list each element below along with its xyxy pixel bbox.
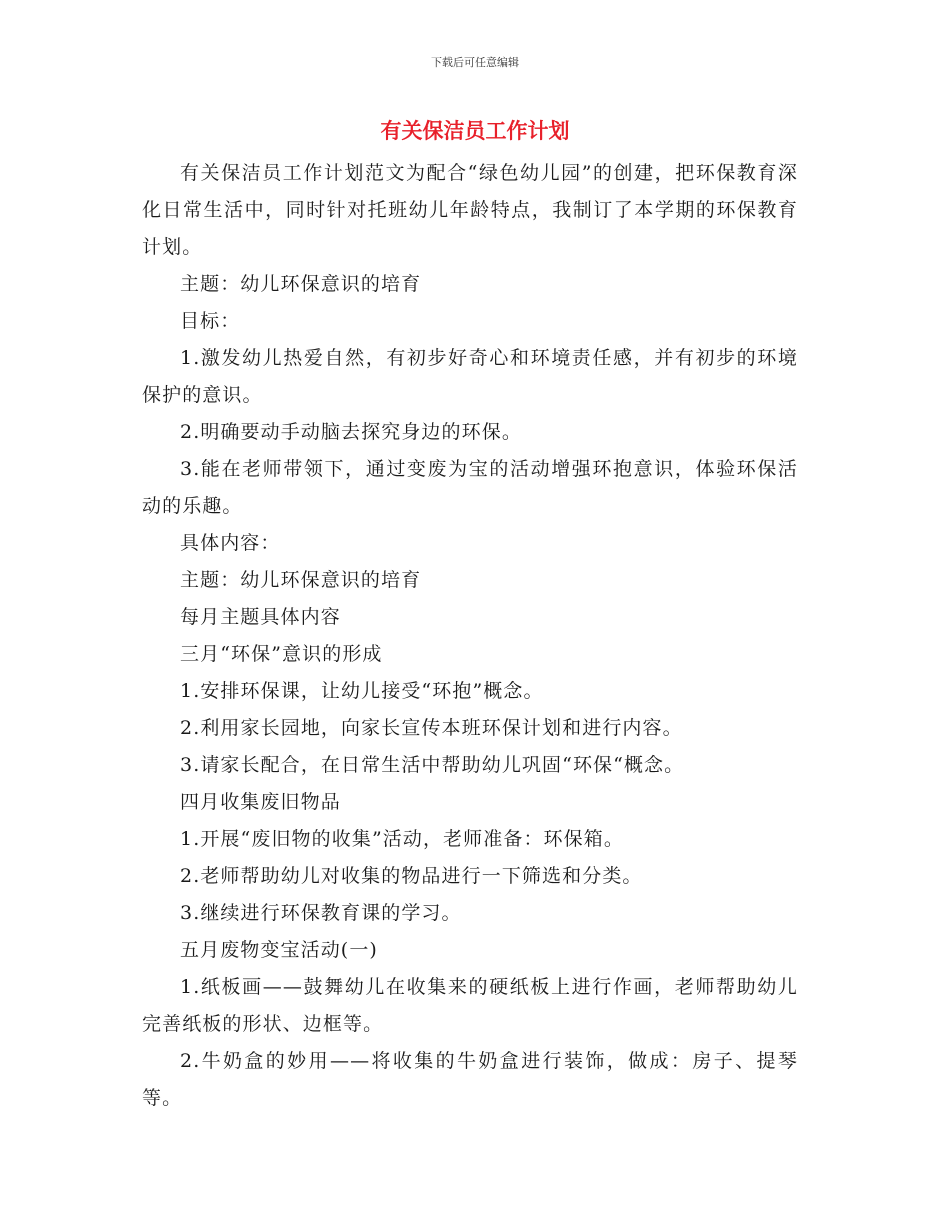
document-body [142, 155, 798, 1117]
april-item: 2.老师帮助幼儿对收集的物品进行一下筛选和分类。 [180, 865, 643, 887]
theme-line: 主题：幼儿环保意识的培育 [180, 569, 422, 591]
goal-item: 1.激发幼儿热爱自然，有初步好奇心和环境责任感，并有初步的环境保护的意识。 [142, 347, 798, 406]
march-item: 1.安排环保课，让幼儿接受“环抱”概念。 [180, 680, 544, 702]
monthly-heading: 每月主题具体内容 [180, 606, 341, 628]
month-heading-march: 三月“环保”意识的形成 [180, 643, 383, 665]
april-item: 3.继续进行环保教育课的学习。 [180, 902, 462, 924]
march-item: 3.请家长配合，在日常生活中帮助幼儿巩固“环保“概念。 [180, 754, 685, 776]
march-item: 2.利用家长园地，向家长宣传本班环保计划和进行内容。 [180, 717, 683, 739]
may-item: 1.纸板画——鼓舞幼儿在收集来的硬纸板上进行作画，老师帮助幼儿完善纸板的形状、边框等。 [142, 976, 798, 1035]
header-note: 下载后可任意编辑 [431, 56, 519, 69]
goal-item: 3.能在老师带领下，通过变废为宝的活动增强环抱意识，体验环保活动的乐趣。 [142, 458, 798, 517]
theme-line: 主题：幼儿环保意识的培育 [180, 273, 422, 295]
document-title: 有关保洁员工作计划 [380, 118, 570, 143]
goal-item: 2.明确要动手动脑去探究身边的环保。 [180, 421, 522, 443]
month-heading-may: 五月废物变宝活动(一) [180, 939, 378, 961]
content-heading: 具体内容： [180, 532, 281, 554]
month-heading-april: 四月收集废旧物品 [180, 791, 341, 813]
april-item: 1.开展“废旧物的收集”活动，老师准备：环保箱。 [180, 828, 624, 850]
intro-paragraph: 有关保洁员工作计划范文为配合“绿色幼儿园”的创建，把环保教育深化日常生活中，同时针对托班幼儿年龄特点，我制订了本学期的环保教育计划。 [142, 162, 798, 258]
goals-heading: 目标： [180, 310, 241, 332]
may-item: 2.牛奶盒的妙用——将收集的牛奶盒进行装饰，做成：房子、提琴等。 [142, 1050, 798, 1109]
